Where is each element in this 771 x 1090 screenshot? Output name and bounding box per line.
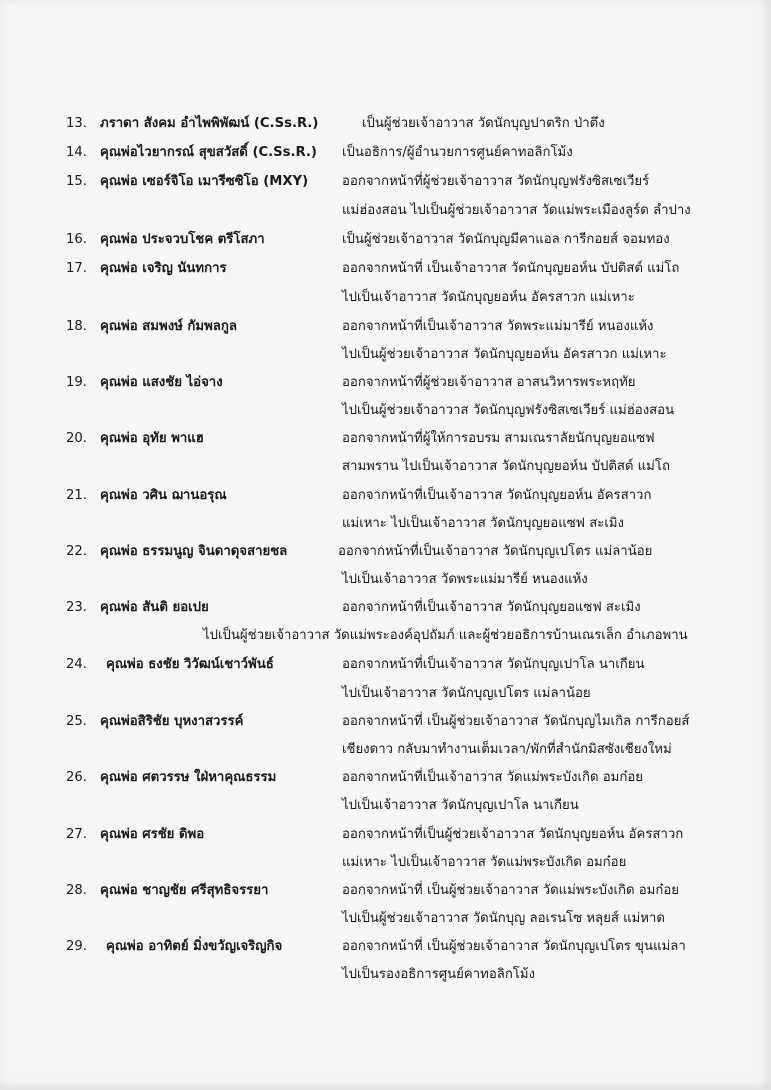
entry-23 [0,594,771,622]
entry-description: แม่ฮ่องสอน ไปเป็นผู้ช่วยเจ้าอาวาส วัดแม่พระเมืองลูร์ด ลำปาง [342,203,691,218]
entry-21 [0,482,771,510]
entry-26-continuation [0,792,771,820]
entry-description: เป็นอธิการ/ผู้อำนวยการศูนย์คาทอลิกโม้ง [342,145,573,160]
entry-description: ออกจากหน้าที่ เป็นผู้ช่วยเจ้าอาวาส วัดแม่พระบังเกิด อมก๋อย [342,883,679,898]
entry-description: ออกจากหน้าที่เป็นเจ้าอาวาส วัดแม่พระบังเกิด อมก๋อย [342,770,643,785]
entry-17 [0,255,771,283]
entry-description: เป็นผู้ช่วยเจ้าอาวาส วัดนักบุญปาตริก ป่าตึง [362,116,605,131]
entry-description: สามพราน ไปเป็นเจ้าอาวาส วัดนักบุญยอห์น บัปติสต์ แม่โถ [342,459,670,474]
entry-number: 21. [66,488,87,503]
entry-name: คุณพ่อ อาทิตย์ มิ่งขวัญเจริญกิจ [106,939,283,954]
entry-description: ไปเป็นผู้ช่วยเจ้าอาวาส วัดแม่พระองค์อุปถัมภ์ และผู้ช่วยอธิการบ้านเณรเล็ก อำเภอพาน [203,628,688,643]
entry-name: คุณพ่อ สมพงษ์ กัมพลกูล [100,319,237,334]
entry-description: ไปเป็นผู้ช่วยเจ้าอาวาส วัดนักบุญยอห์น อัครสาวก แม่เหาะ [342,347,667,362]
entry-17-continuation [0,284,771,312]
entry-description: ออกจากหน้าที่เป็นเจ้าอาวาส วัดนักบุญยอห์น อัครสาวก [342,488,652,503]
entry-number: 24. [66,657,87,672]
entry-25 [0,708,771,736]
entry-19 [0,369,771,397]
entry-description: ออกจากหน้าที่เป็นเจ้าอาวาส วัดพระแม่มารีย์ หนองแห้ง [342,319,654,334]
entry-name: คุณพ่อ ธงชัย วิวัฒน์เชาว์พันธ์ [106,657,274,672]
entry-description: ออกจากหน้าที่เป็นเจ้าอาวาส วัดนักบุญเปโตร แม่ลาน้อย [338,544,653,559]
entry-description: ออกจากหน้าที่เป็นผู้ช่วยเจ้าอาวาส วัดนักบุญยอห์น อัครสาวก [342,827,684,842]
entry-number: 27. [66,827,87,842]
entry-description: แม่เหาะ ไปเป็นเจ้าอาวาส วัดแม่พระบังเกิด อมก๋อย [342,855,627,870]
entry-number: 15. [66,174,87,189]
entry-description: ออกจากหน้าที่ เป็นผู้ช่วยเจ้าอาวาส วัดนักบุญเปโตร ขุนแม่ลา [342,939,686,954]
entry-21-continuation [0,510,771,538]
entry-description: ออกจากหน้าที่ เป็นเจ้าอาวาส วัดนักบุญยอห์น บัปติสต์ แม่โถ [342,261,680,276]
entry-29-continuation [0,961,771,989]
entry-27-continuation [0,849,771,877]
entry-20-continuation [0,453,771,481]
entry-number: 19. [66,375,87,390]
entry-description: ออกจากหน้าที่เป็นเจ้าอาวาส วัดนักบุญเปาโล นาเกียน [342,657,645,672]
entry-description: ไปเป็นเจ้าอาวาส วัดนักบุญยอห์น อัครสาวก แม่เหาะ [342,290,635,305]
entry-20 [0,425,771,453]
entry-description: ออกจากหน้าที่ผู้ช่วยเจ้าอาวาส อาสนวิหารพระหฤทัย [342,375,636,390]
entry-22 [0,538,771,566]
entry-25-continuation [0,736,771,764]
entry-23-continuation [0,622,771,650]
entry-15-continuation [0,197,771,225]
entry-number: 20. [66,431,87,446]
entry-name: ภราดา สังคม อำไพพิพัฒน์ (C.Ss.R.) [100,116,319,131]
entry-number: 16. [66,232,87,247]
entry-description: ไปเป็นผู้ช่วยเจ้าอาวาส วัดนักบุญ ลอเรนโซ หลุยส์ แม่หาด [342,911,665,926]
entry-26 [0,764,771,792]
entry-description: ออกจากหน้าที่เป็นเจ้าอาวาส วัดนักบุญยอแซฟ สะเมิง [342,600,641,615]
entry-number: 28. [66,883,87,898]
entry-name: คุณพ่อ เจริญ นันทการ [100,261,227,276]
entry-description: ออกจากหน้าที่ผู้ช่วยเจ้าอาวาส วัดนักบุญฟรังซิสเซเวียร์ [342,174,650,189]
entry-number: 25. [66,714,87,729]
entry-name: คุณพ่อ วศิน ฌานอรุณ [100,488,227,503]
entry-name: คุณพ่อ ศรชัย ดิพอ [100,827,205,842]
entry-14 [0,139,771,167]
entry-description: ออกจากหน้าที่ เป็นผู้ช่วยเจ้าอาวาส วัดนักบุญไมเกิล การีกอยส์ [342,714,690,729]
entry-name: คุณพ่อ เซอร์จิโอ เมารีซซิโอ (MXY) [100,174,309,189]
entry-number: 14. [66,145,87,160]
entry-number: 26. [66,770,87,785]
entry-number: 17. [66,261,87,276]
entry-15 [0,168,771,196]
entry-18 [0,313,771,341]
entry-description: ไปเป็นเจ้าอาวาส วัดนักบุญเปโตร แม่ลาน้อย [342,686,591,701]
entry-name: คุณพ่อ ศตวรรษ ใฝ่หาคุณธรรม [100,770,277,785]
entry-number: 29. [66,939,87,954]
entry-24 [0,651,771,679]
entry-description: ออกจากหน้าที่ผู้ให้การอบรม สามเณราลัยนักบุญยอแซฟ [342,431,655,446]
entry-name: คุณพ่อ อุทัย พาแฮ [100,431,204,446]
entry-name: คุณพ่อ สันติ ยอเปย [100,600,209,615]
entry-name: คุณพ่อ ชาญชัย ศรีสุทธิจรรยา [100,883,269,898]
entry-name: คุณพ่อ แสงชัย ไอ่จาง [100,375,223,390]
entry-number: 23. [66,600,87,615]
entry-16 [0,226,771,254]
entry-28 [0,877,771,905]
entry-number: 13. [66,116,87,131]
entry-description: ไปเป็นรองอธิการศูนย์คาทอลิกโม้ง [342,967,536,982]
entry-24-continuation [0,680,771,708]
entry-number: 18. [66,319,87,334]
entry-description: ไปเป็นผู้ช่วยเจ้าอาวาส วัดนักบุญฟรังซิสเซเวียร์ แม่ฮ่องสอน [342,403,675,418]
entry-description: เชียงดาว กลับมาทำงานเต็มเวลา/พักที่สำนักมิสซังเชียงใหม่ [342,742,672,757]
entry-name: คุณพ่อไวยากรณ์ สุขสวัสดิ์ (C.Ss.R.) [100,145,317,160]
entry-name: คุณพ่อสิริชัย บุหงาสวรรค์ [100,714,244,729]
entry-19-continuation [0,397,771,425]
entry-22-continuation [0,566,771,594]
entry-18-continuation [0,341,771,369]
entry-13 [0,110,771,138]
entry-29 [0,933,771,961]
entry-name: คุณพ่อ ธรรมนูญ จินดาดุจสายชล [100,544,288,559]
entry-27 [0,821,771,849]
entry-name: คุณพ่อ ประจวบโชค ตรีโสภา [100,232,265,247]
entry-description: ไปเป็นเจ้าอาวาส วัดพระแม่มารีย์ หนองแห้ง [342,572,588,587]
entry-description: แม่เหาะ ไปเป็นเจ้าอาวาส วัดนักบุญยอแซฟ สะเมิง [342,516,624,531]
entry-28-continuation [0,905,771,933]
entry-description: ไปเป็นเจ้าอาวาส วัดนักบุญเปาโล นาเกียน [342,798,579,813]
entry-description: เป็นผู้ช่วยเจ้าอาวาส วัดนักบุญมีคาแอล การีกอยส์ จอมทอง [342,232,670,247]
entry-number: 22. [66,544,87,559]
